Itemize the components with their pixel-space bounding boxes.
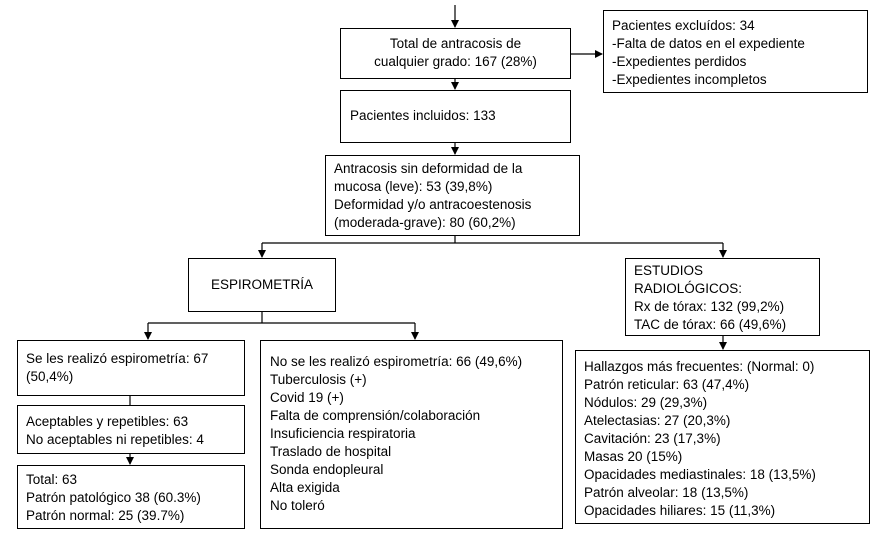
box-line: Deformidad y/o antracoestenosis — [334, 197, 532, 212]
box-line: Aceptables y repetibles: 63 — [26, 414, 189, 429]
box-line: Covid 19 (+) — [270, 390, 344, 405]
box-line: Masas 20 (15%) — [584, 449, 683, 464]
box-line: Alta exigida — [270, 480, 340, 495]
box-line: Opacidades mediastinales: 18 (13,5%) — [584, 467, 816, 482]
acceptable-repeatable-box — [17, 405, 245, 454]
box-line: Pacientes incluidos: 133 — [350, 108, 496, 123]
box-line: Antracosis sin deformidad de la — [334, 161, 523, 176]
box-line: No se les realizó espirometría: 66 (49,6%) — [270, 354, 523, 369]
box-line: Atelectasias: 27 (20,3%) — [584, 413, 731, 428]
box-line: TAC de tórax: 66 (49,6%) — [634, 317, 787, 332]
excluded-patients-box — [603, 10, 868, 93]
box-line: RADIOLÓGICOS: — [634, 281, 743, 296]
box-line: Nódulos: 29 (29,3%) — [584, 395, 708, 410]
box-line: Tuberculosis (+) — [270, 372, 367, 387]
box-line: Patrón patológico 38 (60.3%) — [26, 490, 201, 505]
box-line: No aceptables ni repetibles: 4 — [26, 432, 204, 447]
box-line: Pacientes excluídos: 34 — [612, 18, 755, 33]
box-line: Patrón normal: 25 (39.7%) — [26, 508, 185, 523]
box-line: Insuficiencia respiratoria — [270, 426, 416, 441]
box-line: Patrón alveolar: 18 (13,5%) — [584, 485, 749, 500]
radiology-studies-box — [625, 258, 820, 336]
box-line: ESTUDIOS — [634, 263, 704, 278]
box-line: Total: 63 — [26, 472, 78, 487]
box-line: Total de antracosis de — [389, 36, 522, 51]
spirometry-performed-box — [17, 340, 245, 396]
box-line: -Falta de datos en el expediente — [612, 36, 805, 51]
box-line: mucosa (leve): 53 (39,8%) — [334, 179, 493, 194]
spirometry-not-performed-box — [260, 340, 563, 529]
box-line: Patrón reticular: 63 (47,4%) — [584, 377, 750, 392]
radiology-findings-box — [575, 350, 870, 524]
total-anthracosis-box — [340, 28, 571, 79]
box-line: Se les realizó espirometría: 67 — [26, 351, 209, 366]
box-line: Rx de tórax: 132 (99,2%) — [634, 299, 785, 314]
box-line: Opacidades hiliares: 15 (11,3%) — [584, 503, 776, 518]
box-line: (50,4%) — [26, 369, 74, 384]
box-line: Falta de comprensión/colaboración — [270, 408, 481, 423]
box-line: (moderada-grave): 80 (60,2%) — [334, 215, 516, 230]
spirometry-results-box — [17, 465, 245, 529]
severity-box — [325, 155, 580, 236]
box-line: Cavitación: 23 (17,3%) — [584, 431, 721, 446]
box-line: -Expedientes perdidos — [612, 54, 747, 69]
spirometry-box — [188, 258, 336, 312]
box-line: Hallazgos más frecuentes: (Normal: 0) — [584, 359, 815, 374]
included-patients-box — [340, 90, 571, 143]
box-line: No toleró — [270, 498, 325, 513]
box-line: Traslado de hospital — [270, 444, 392, 459]
box-line: Sonda endopleural — [270, 462, 384, 477]
box-line: cualquier grado: 167 (28%) — [374, 54, 537, 69]
box-line: ESPIROMETRÍA — [210, 277, 313, 292]
box-line: -Expedientes incompletos — [612, 72, 767, 87]
